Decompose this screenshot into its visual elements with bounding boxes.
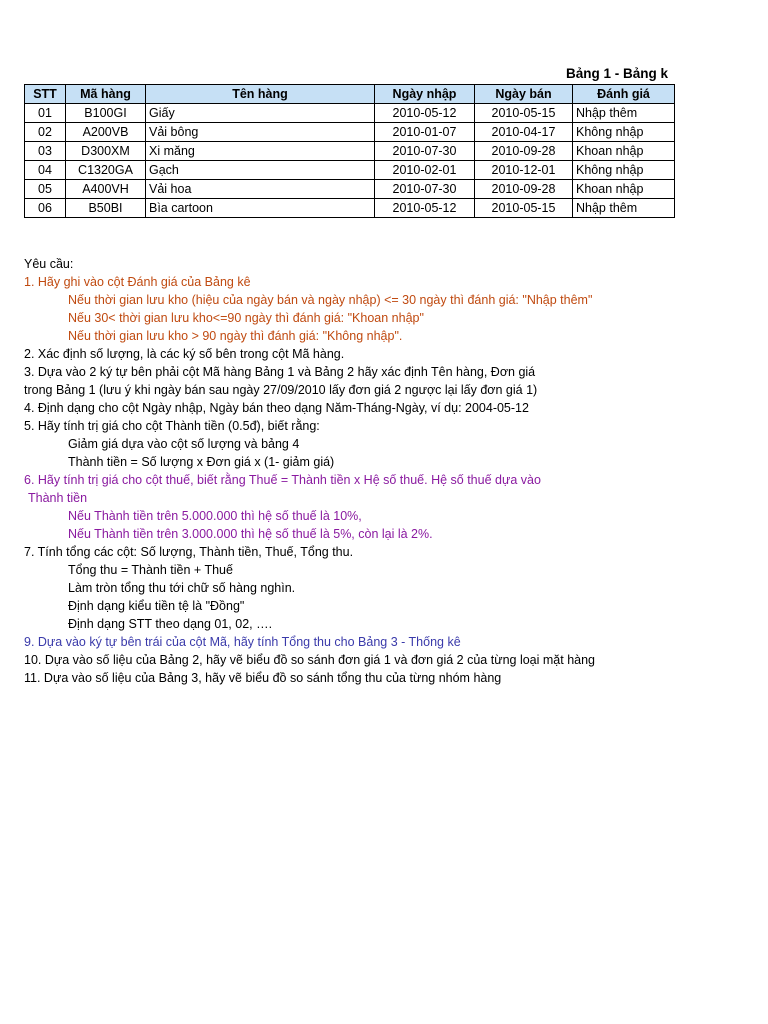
cell-danh-gia[interactable]: Không nhập: [573, 161, 675, 180]
requirement-line: 4. Định dạng cho cột Ngày nhập, Ngày bán theo dạng Năm-Tháng-Ngày, ví dụ: 2004-05-12: [24, 401, 529, 415]
cell-ten-hang[interactable]: Bìa cartoon: [146, 199, 375, 218]
table-row: [25, 199, 675, 218]
requirement-line: 1. Hãy ghi vào cột Đánh giá của Bảng kê: [24, 275, 251, 289]
cell-stt[interactable]: 05: [25, 180, 66, 199]
requirement-line: Giảm giá dựa vào cột số lượng và bảng 4: [68, 437, 300, 451]
cell-ten-hang[interactable]: Vải bông: [146, 123, 375, 142]
cell-ten-hang[interactable]: Giấy: [146, 104, 375, 123]
requirement-line: Định dạng STT theo dạng 01, 02, ….: [68, 617, 273, 631]
requirement-line: 9. Dựa vào ký tự bên trái của cột Mã, hãy tính Tổng thu cho Bảng 3 - Thống kê: [24, 635, 461, 649]
requirement-line: Tổng thu = Thành tiền + Thuế: [68, 563, 233, 577]
table-row: [25, 104, 675, 123]
inventory-table: [24, 84, 675, 218]
requirement-line: Định dạng kiểu tiền tệ là "Đồng": [68, 599, 245, 613]
column-header-danh-gia[interactable]: Đánh giá: [573, 85, 675, 104]
cell-ten-hang[interactable]: Gạch: [146, 161, 375, 180]
cell-danh-gia[interactable]: Không nhập: [573, 123, 675, 142]
table-row: [25, 123, 675, 142]
requirements-heading: Yêu cầu:: [24, 257, 74, 271]
requirement-line: Nếu thời gian lưu kho (hiệu của ngày bán và ngày nhập) <= 30 ngày thì đánh giá: "Nhập thêm": [68, 293, 593, 307]
cell-ngay-ban[interactable]: 2010-04-17: [475, 123, 573, 142]
sheet-title: Bảng 1 - Bảng k: [566, 66, 669, 81]
requirement-line: 6. Hãy tính trị giá cho cột thuế, biết rằng Thuế = Thành tiền x Hệ số thuế. Hệ số thuế dựa vào: [24, 473, 541, 487]
cell-ngay-nhap[interactable]: 2010-05-12: [375, 104, 475, 123]
cell-stt[interactable]: 06: [25, 199, 66, 218]
column-header-ma-hang[interactable]: Mã hàng: [66, 85, 146, 104]
column-header-ngay-ban[interactable]: Ngày bán: [475, 85, 573, 104]
cell-ngay-ban[interactable]: 2010-12-01: [475, 161, 573, 180]
cell-danh-gia[interactable]: Khoan nhập: [573, 180, 675, 199]
cell-ma-hang[interactable]: A200VB: [66, 123, 146, 142]
requirement-line: Nếu 30< thời gian lưu kho<=90 ngày thì đánh giá: "Khoan nhập": [68, 311, 424, 325]
cell-ngay-ban[interactable]: 2010-09-28: [475, 180, 573, 199]
requirement-line: 5. Hãy tính trị giá cho cột Thành tiền (0.5đ), biết rằng:: [24, 419, 320, 433]
cell-stt[interactable]: 02: [25, 123, 66, 142]
cell-danh-gia[interactable]: Khoan nhập: [573, 142, 675, 161]
cell-danh-gia[interactable]: Nhập thêm: [573, 104, 675, 123]
cell-ma-hang[interactable]: B50BI: [66, 199, 146, 218]
cell-ngay-nhap[interactable]: 2010-07-30: [375, 142, 475, 161]
requirement-line: 2. Xác định số lượng, là các ký số bên trong cột Mã hàng.: [24, 347, 345, 361]
cell-ma-hang[interactable]: C1320GA: [66, 161, 146, 180]
requirement-line: Thành tiền = Số lượng x Đơn giá x (1- giảm giá): [68, 455, 335, 469]
cell-ngay-ban[interactable]: 2010-05-15: [475, 199, 573, 218]
table-header-row: [25, 85, 675, 104]
requirement-line: Làm tròn tổng thu tới chữ số hàng nghìn.: [68, 581, 296, 595]
requirement-line: Thành tiền: [28, 491, 88, 505]
cell-danh-gia[interactable]: Nhập thêm: [573, 199, 675, 218]
cell-ten-hang[interactable]: Xi măng: [146, 142, 375, 161]
cell-ma-hang[interactable]: D300XM: [66, 142, 146, 161]
table-body: [25, 104, 675, 218]
cell-ma-hang[interactable]: A400VH: [66, 180, 146, 199]
requirement-line: 10. Dựa vào số liệu của Bảng 2, hãy vẽ biểu đồ so sánh đơn giá 1 và đơn giá 2 của từng loại mặt hàng: [24, 653, 596, 667]
requirement-line: trong Bảng 1 (lưu ý khi ngày bán sau ngày 27/09/2010 lấy đơn giá 2 ngược lại lấy đơn giá 1): [24, 383, 538, 397]
requirement-line: Nếu Thành tiền trên 3.000.000 thì hệ số thuế là 5%, còn lại là 2%.: [68, 527, 433, 541]
requirement-line: 11. Dựa vào số liệu của Bảng 3, hãy vẽ biểu đồ so sánh tổng thu của từng nhóm hàng: [24, 671, 502, 685]
requirement-line: 7. Tính tổng các cột: Số lượng, Thành tiền, Thuế, Tổng thu.: [24, 545, 354, 559]
column-header-ngay-nhap[interactable]: Ngày nhập: [375, 85, 475, 104]
requirement-line: 3. Dựa vào 2 ký tự bên phải cột Mã hàng Bảng 1 và Bảng 2 hãy xác định Tên hàng, Đơn giá: [24, 365, 536, 379]
column-header-ten-hang[interactable]: Tên hàng: [146, 85, 375, 104]
cell-ngay-nhap[interactable]: 2010-05-12: [375, 199, 475, 218]
table-row: [25, 142, 675, 161]
cell-ngay-ban[interactable]: 2010-05-15: [475, 104, 573, 123]
cell-ngay-nhap[interactable]: 2010-01-07: [375, 123, 475, 142]
requirement-line: Nếu Thành tiền trên 5.000.000 thì hệ số thuế là 10%,: [68, 509, 362, 523]
cell-ngay-ban[interactable]: 2010-09-28: [475, 142, 573, 161]
cell-ten-hang[interactable]: Vải hoa: [146, 180, 375, 199]
requirement-line: Nếu thời gian lưu kho > 90 ngày thì đánh giá: "Không nhập".: [68, 329, 403, 343]
column-header-stt[interactable]: STT: [25, 85, 66, 104]
cell-ngay-nhap[interactable]: 2010-02-01: [375, 161, 475, 180]
requirements-section: [24, 255, 764, 687]
cell-stt[interactable]: 04: [25, 161, 66, 180]
table-row: [25, 180, 675, 199]
cell-stt[interactable]: 03: [25, 142, 66, 161]
cell-stt[interactable]: 01: [25, 104, 66, 123]
cell-ma-hang[interactable]: B100GI: [66, 104, 146, 123]
cell-ngay-nhap[interactable]: 2010-07-30: [375, 180, 475, 199]
table-row: [25, 161, 675, 180]
